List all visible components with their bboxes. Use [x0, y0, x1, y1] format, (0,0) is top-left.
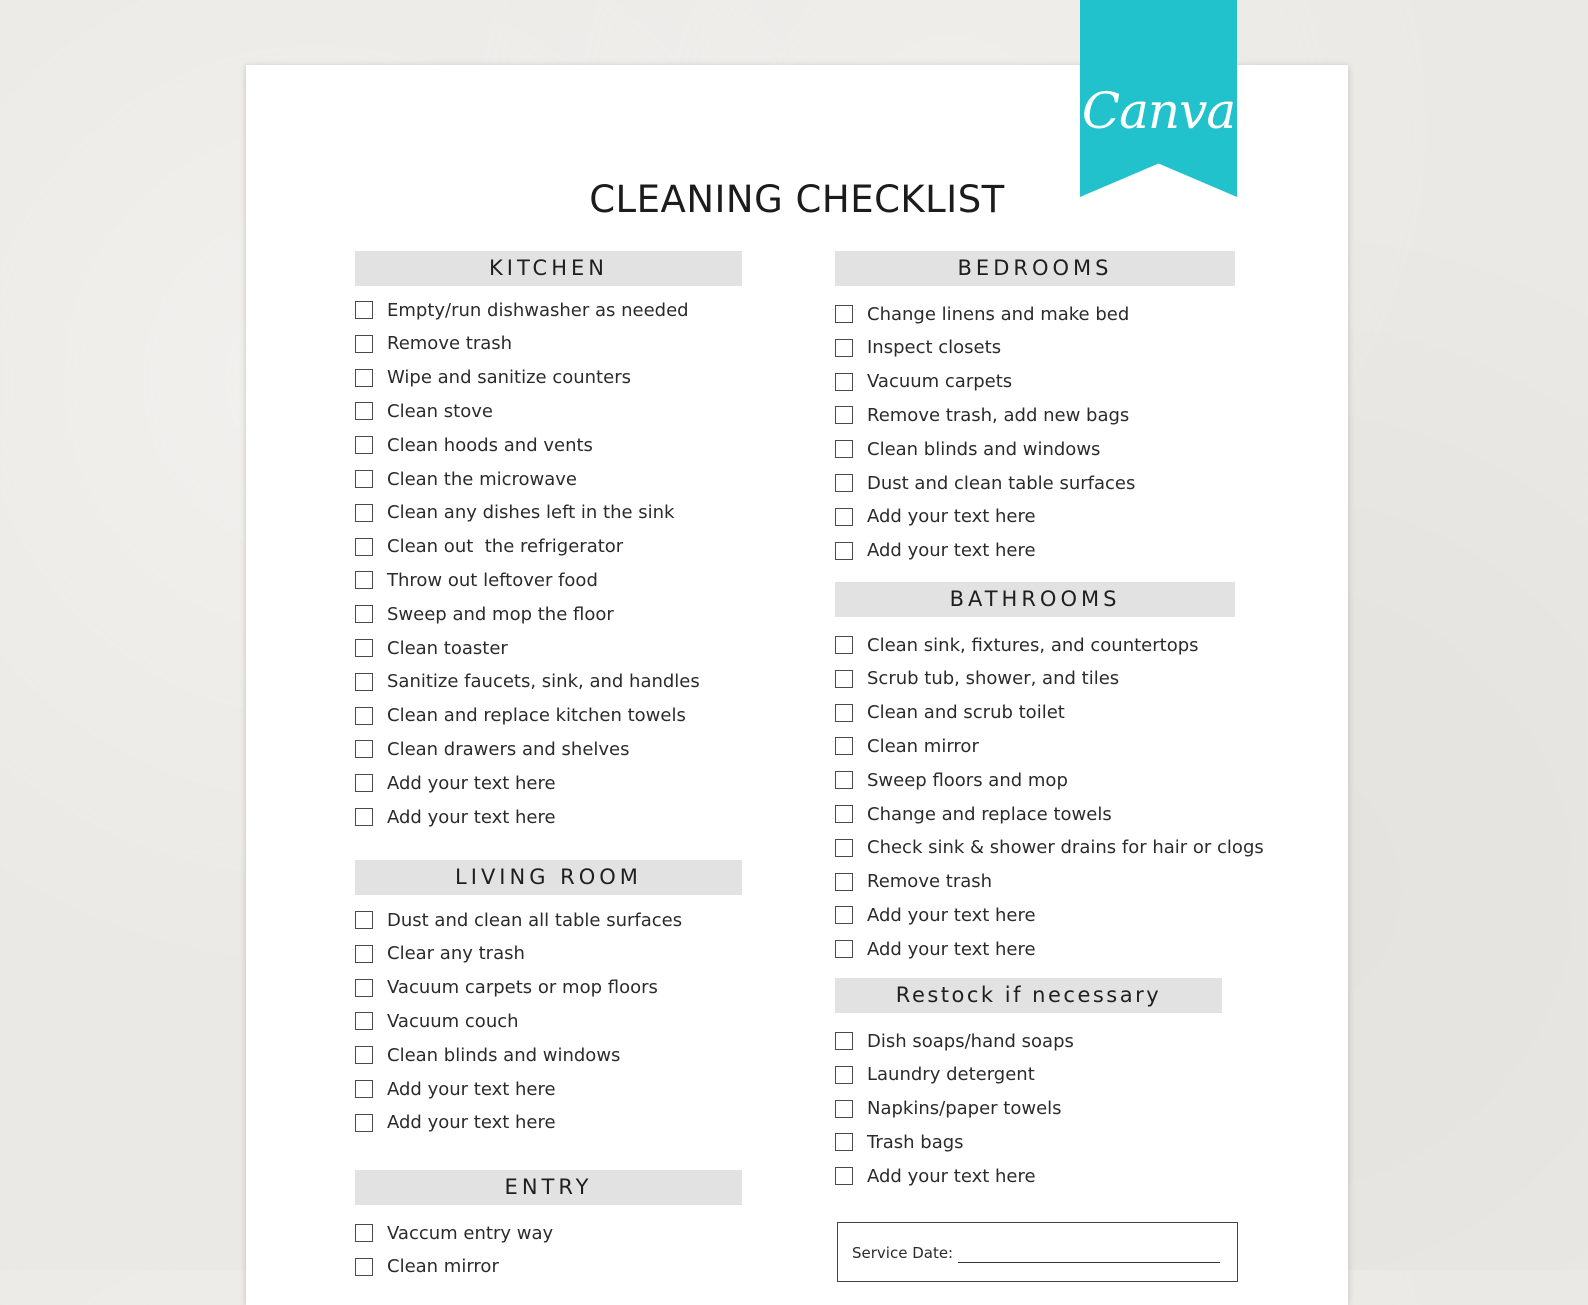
checkbox[interactable]: [355, 1046, 373, 1064]
checklist-item-label: Add your text here: [387, 1112, 556, 1134]
checklist-item[interactable]: [835, 768, 1068, 792]
checklist-item-label: Throw out leftover food: [387, 569, 598, 591]
checklist-item[interactable]: [355, 298, 689, 322]
checklist-item[interactable]: [355, 976, 658, 1000]
checklist-item[interactable]: [355, 1111, 556, 1135]
checklist-item-label: Add your text here: [867, 506, 1036, 528]
checklist-item-label: Add your text here: [387, 772, 556, 794]
checklist-item[interactable]: [355, 1009, 519, 1033]
checklist-item[interactable]: [355, 771, 556, 795]
checklist-item[interactable]: [835, 471, 1135, 495]
checkbox[interactable]: [835, 1066, 853, 1084]
checklist-item[interactable]: [355, 433, 593, 457]
checklist-item[interactable]: [835, 1097, 1062, 1121]
checkbox[interactable]: [835, 1100, 853, 1118]
section-header-restock: Restock if necessary: [835, 978, 1222, 1013]
checklist-item[interactable]: [355, 535, 623, 559]
checklist-item[interactable]: [355, 805, 556, 829]
checkbox[interactable]: [355, 571, 373, 589]
checkbox[interactable]: [835, 704, 853, 722]
checklist-item[interactable]: [835, 1029, 1074, 1053]
section-header-bathrooms: BATHROOMS: [835, 582, 1235, 617]
checklist-item-label: Add your text here: [387, 1078, 556, 1100]
checklist-item[interactable]: [835, 836, 1264, 860]
checklist-item-label: Add your text here: [387, 806, 556, 828]
checklist-item[interactable]: [835, 302, 1129, 326]
checklist-item-label: Empty/run dishwasher as needed: [387, 299, 689, 321]
checklist-item-label: Inspect closets: [867, 337, 1002, 359]
checkbox[interactable]: [355, 1080, 373, 1098]
checklist-item[interactable]: [355, 737, 630, 761]
checkbox[interactable]: [355, 707, 373, 725]
checklist-item-label: Clean hoods and vents: [387, 434, 593, 456]
checklist-item[interactable]: [835, 437, 1100, 461]
checklist-item[interactable]: [355, 366, 631, 390]
checklist-item-label: Change linens and make bed: [867, 303, 1130, 325]
section-header-bedrooms: BEDROOMS: [835, 251, 1235, 286]
checkbox[interactable]: [355, 538, 373, 556]
checklist-item[interactable]: [835, 734, 979, 758]
checklist-item-label: Add your text here: [867, 938, 1036, 960]
checkbox[interactable]: [835, 1133, 853, 1151]
checkbox[interactable]: [355, 1258, 373, 1276]
checklist-item-label: Remove trash, add new bags: [867, 404, 1130, 426]
checklist-item[interactable]: [355, 636, 508, 660]
checklist-item-label: Clean mirror: [867, 735, 979, 757]
checklist-item[interactable]: [355, 332, 512, 356]
checklist-item-label: Laundry detergent: [867, 1064, 1035, 1086]
checkbox[interactable]: [355, 402, 373, 420]
checklist-item-label: Add your text here: [867, 1165, 1036, 1187]
checklist-item[interactable]: [835, 539, 1036, 563]
checkbox[interactable]: [835, 670, 853, 688]
checkbox[interactable]: [835, 373, 853, 391]
checklist-item-label: Clean and replace kitchen towels: [387, 705, 686, 727]
checklist-item[interactable]: [355, 1043, 620, 1067]
checklist-item-label: Sanitize faucets, sink, and handles: [387, 671, 700, 693]
checkbox[interactable]: [355, 979, 373, 997]
checklist-item-label: Vacuum couch: [387, 1010, 519, 1032]
checkbox[interactable]: [355, 504, 373, 522]
checklist-item-label: Clean sink, fixtures, and countertops: [867, 634, 1199, 656]
checklist-item[interactable]: [835, 505, 1036, 529]
checkbox[interactable]: [355, 369, 373, 387]
checklist-item-label: Clean mirror: [387, 1256, 499, 1278]
checklist-item[interactable]: [355, 704, 686, 728]
checkbox[interactable]: [355, 436, 373, 454]
checklist-item[interactable]: [355, 908, 682, 932]
checkbox[interactable]: [835, 305, 853, 323]
checklist-item[interactable]: [835, 1063, 1035, 1087]
checkbox[interactable]: [835, 771, 853, 789]
checklist-item[interactable]: [355, 670, 700, 694]
checkbox[interactable]: [835, 1032, 853, 1050]
checklist-item-label: Check sink & shower drains for hair or clogs: [867, 837, 1264, 859]
checkbox[interactable]: [835, 906, 853, 924]
checklist-item-label: Dust and clean all table surfaces: [387, 909, 683, 931]
checklist-item[interactable]: [835, 336, 1001, 360]
checklist-item-label: Clear any trash: [387, 943, 525, 965]
checkbox[interactable]: [835, 406, 853, 424]
checkbox[interactable]: [355, 1114, 373, 1132]
checkbox[interactable]: [835, 636, 853, 654]
checkbox[interactable]: [355, 639, 373, 657]
checklist-item-label: Clean any dishes left in the sink: [387, 502, 675, 524]
checklist-item[interactable]: [835, 802, 1112, 826]
checklist-item[interactable]: [355, 568, 598, 592]
checklist-item[interactable]: [355, 1077, 556, 1101]
checkbox[interactable]: [835, 508, 853, 526]
checklist-item[interactable]: [835, 633, 1199, 657]
service-date-line[interactable]: [958, 1262, 1220, 1263]
checklist-item[interactable]: [835, 870, 992, 894]
checklist-item-label: Clean the microwave: [387, 468, 577, 490]
checkbox[interactable]: [355, 774, 373, 792]
checklist-item[interactable]: [835, 1164, 1036, 1188]
checklist-item-label: Sweep floors and mop: [867, 769, 1068, 791]
checklist-item-label: Clean drawers and shelves: [387, 738, 630, 760]
checklist-item-label: Trash bags: [867, 1131, 964, 1153]
checkbox[interactable]: [835, 1167, 853, 1185]
checklist-item[interactable]: [835, 937, 1036, 961]
checkbox[interactable]: [355, 808, 373, 826]
checkbox[interactable]: [835, 542, 853, 560]
checkbox[interactable]: [355, 335, 373, 353]
checklist-item-label: Clean toaster: [387, 637, 508, 659]
checklist-item[interactable]: [835, 903, 1036, 927]
section-header-entry: ENTRY: [355, 1170, 742, 1205]
checklist-item-label: Dish soaps/hand soaps: [867, 1030, 1074, 1052]
checklist-item[interactable]: [355, 1221, 553, 1245]
section-header-kitchen: KITCHEN: [355, 251, 742, 286]
checkbox[interactable]: [355, 911, 373, 929]
checklist-item[interactable]: [835, 403, 1129, 427]
checklist-item-label: Scrub tub, shower, and tiles: [867, 668, 1120, 690]
checklist-item-label: Vacuum carpets: [867, 371, 1013, 393]
checklist-item-label: Vacuum carpets or mop floors: [387, 977, 658, 999]
checkbox[interactable]: [355, 740, 373, 758]
checklist-item[interactable]: [355, 942, 525, 966]
checklist-item-label: Wipe and sanitize counters: [387, 367, 631, 389]
checkbox[interactable]: [355, 470, 373, 488]
checklist-item-label: Dust and clean table surfaces: [867, 472, 1136, 494]
checklist-item-label: Add your text here: [867, 904, 1036, 926]
checkbox[interactable]: [835, 440, 853, 458]
checkbox[interactable]: [835, 474, 853, 492]
checklist-item-label: Clean out the refrigerator: [387, 536, 624, 558]
service-date-label: Service Date:: [852, 1244, 954, 1262]
checklist-item-label: Clean blinds and windows: [867, 438, 1101, 460]
checkbox[interactable]: [355, 673, 373, 691]
checklist-item[interactable]: [355, 602, 614, 626]
checklist-item-label: Sweep and mop the floor: [387, 603, 614, 625]
checklist-item-label: Remove trash: [867, 871, 993, 893]
canva-logo: Canva: [1081, 82, 1236, 140]
checklist-item[interactable]: [835, 1130, 964, 1154]
page-title: CLEANING CHECKLIST: [589, 178, 1005, 221]
checklist-item-label: Change and replace towels: [867, 803, 1112, 825]
checkbox[interactable]: [355, 1012, 373, 1030]
checklist-item-label: Napkins/paper towels: [867, 1098, 1062, 1120]
checklist-item-label: Clean stove: [387, 400, 493, 422]
checklist-item-label: Add your text here: [867, 540, 1036, 562]
checklist-item[interactable]: [835, 701, 1065, 725]
checkbox[interactable]: [355, 1224, 373, 1242]
checklist-item[interactable]: [355, 501, 674, 525]
checklist-item[interactable]: [355, 399, 493, 423]
checklist-item[interactable]: [835, 370, 1012, 394]
checkbox[interactable]: [835, 737, 853, 755]
checkbox[interactable]: [835, 873, 853, 891]
checkbox[interactable]: [835, 839, 853, 857]
checklist-item-label: Clean and scrub toilet: [867, 702, 1065, 724]
checkbox[interactable]: [355, 301, 373, 319]
checkbox[interactable]: [835, 940, 853, 958]
checkbox[interactable]: [835, 339, 853, 357]
checklist-item-label: Vaccum entry way: [387, 1222, 554, 1244]
checklist-item-label: Remove trash: [387, 333, 513, 355]
section-header-living-room: LIVING ROOM: [355, 860, 742, 895]
checkbox[interactable]: [355, 605, 373, 623]
checklist-item[interactable]: [835, 667, 1119, 691]
checklist-item[interactable]: [355, 1255, 499, 1279]
checklist-item-label: Clean blinds and windows: [387, 1044, 621, 1066]
checkbox[interactable]: [355, 945, 373, 963]
checkbox[interactable]: [835, 805, 853, 823]
checklist-item[interactable]: [355, 467, 577, 491]
